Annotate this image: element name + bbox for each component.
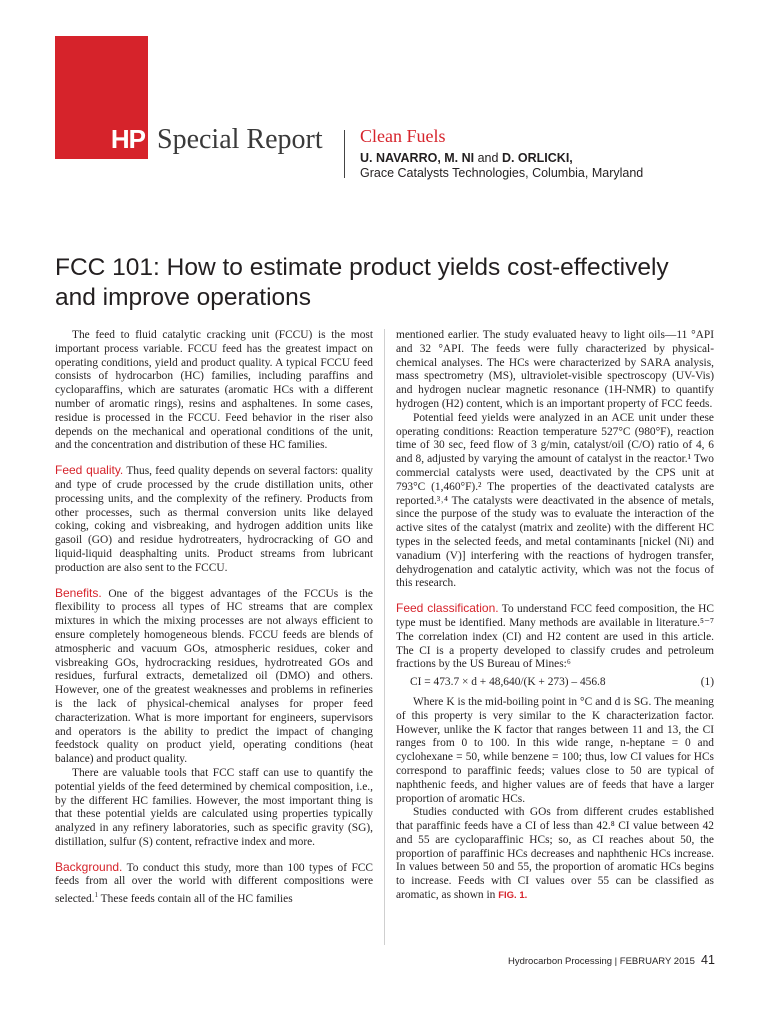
left-column <box>55 329 373 907</box>
footer-journal: Hydrocarbon Processing | FEBRUARY 2015 <box>508 956 695 967</box>
feed-quality-heading: Feed quality. <box>55 463 124 478</box>
intro-paragraph: The feed to fluid catalytic cracking unit (FCCU) is the most important process variable. FCCU feed has the greatest impact on operating conditions, yield and product quality. A typical FCCU feed consists of hydrocarbon (HC) families, including paraffins and cycloparaffins, which are saturates (aromatic HCs with a different number of aromatic rings), resins and asphaltenes. In some cases, residue is processed in the FCCU. Feed behavior in the riser also depends on the mechanical and operational conditions of the unit, and the concentration and distribution of these HC families. <box>55 329 373 452</box>
background-paragraph <box>55 861 373 907</box>
background-heading: Background. <box>55 859 123 874</box>
where-paragraph: Where K is the mid-boiling point in °C and d is SG. The meaning of this property is very similar to the K characterization factor. However, unlike the K factor that ranges between 11 and 13, the CI ranges from 0 to 100. In this wide range, n-heptane = 0 and cyclohexane = 50, while benzene = 100; thus, low CI values for HCs correspond to paraffinic feeds; values close to 50 are typical of naphthenic feeds, and higher values are of feeds that have a larger proportion of aromatic HCs. <box>396 695 714 805</box>
page-number: 41 <box>701 953 715 967</box>
tools-paragraph: There are valuable tools that FCC staff can use to quantify the potential yields of the feed determined by chemical composition, i.e., by the different HC families. However, the most important thing is that these potential yields are calculated using properties typically analyzed in any refinery laboratories, such as specific gravity (SG), distillation, sulfur (S) content, refractive index and more. <box>55 766 373 848</box>
equation-number: (1) <box>700 676 714 689</box>
benefits-paragraph <box>55 587 373 767</box>
hp-logo-text: HP <box>110 124 145 154</box>
feed-classification-paragraph <box>396 602 714 672</box>
feed-quality-paragraph <box>55 464 373 575</box>
benefits-text: One of the biggest advantages of the FCCUs is the flexibility to process all types of HC streams that are complex mixtures in which the mixing processes are not always efficient to ensure completely homogeneous blends. FCCU feeds are blends of atmospheric and vacuum GOs, atmospheric residues, coker and visbreaking GOs, hydrocracking residues, hydrotreated GOs and residues, furfural extracts, demetalized oil (DMO) and others. However, one of the greatest weaknesses and problems in refineries is the lack of physical-chemical analyses for proper feed characterization. What is more important for engineers, supervisors and operators is the ability to predict the impact of changing feedstock quality on product yield, operating conditions (heat balance) and product quality. <box>55 587 373 766</box>
equation-text: CI = 473.7 × d + 48,640/(K + 273) – 456.8 <box>410 676 606 689</box>
background-tail: These feeds contain all of the HC families <box>98 893 293 906</box>
authors-first: U. NAVARRO, M. NI <box>360 151 475 165</box>
column-divider <box>384 329 385 945</box>
affiliation: Grace Catalysts Technologies, Columbia, Maryland <box>360 166 644 180</box>
special-report-label: Special Report <box>157 124 323 155</box>
section-label: Clean Fuels <box>360 126 446 146</box>
background-footnote: 1 <box>94 891 99 900</box>
studies-text: Studies conducted with GOs from different crudes established that paraffinic feeds have a CI of less than 42.⁸ CI value between 42 and 55 are cycloparaffinic HCs; so, as CI reaches about 50, the proportion of paraffinic HCs decreases and naphthenic HCs increase. In values between 50 and 55, the proportion of aromatic HCs begins to increase. Feeds with CI values over 55 can be classified as aromatic, as shown in <box>396 806 714 902</box>
feed-quality-text: Thus, feed quality depends on several factors: quality and type of crude processed by the crude distillation units, other processing units, and the complexity of the refinery. Products from other processes, such as thermal conversion units like delayed coking, coking and visbreaking, and hydrogen addition units like gasoil (GO) and residue hydrotreaters, hydrocracking of GO and liquid-liquid deasphalting units. Product streams from lubricant production are also sent to the FCCU. <box>55 465 373 574</box>
feed-classification-heading: Feed classification. <box>396 601 499 616</box>
background-text: To conduct this study, more than 100 types of FCC feeds from all over the world with different compositions were selected. <box>55 861 373 906</box>
studies-paragraph <box>396 806 714 903</box>
authors <box>360 151 573 165</box>
article-title: FCC 101: How to estimate product yields cost-effectively and improve operations <box>55 254 669 311</box>
authors-and: and <box>474 151 502 165</box>
benefits-heading: Benefits. <box>55 585 102 600</box>
continuation-paragraph: mentioned earlier. The study evaluated heavy to light oils—11 °API and 32 °API. The feeds were fully characterized by physical-chemical analyses. The HCs were characterized by SARA analysis, mass spectrometry (MS), ultraviolet-visible spectroscopy (UV-Vis) and hydrogen nuclear magnetic resonance (1H-NMR) to quantify hydrogen (H2) content, which is an important property of FCC feeds. <box>396 329 714 410</box>
authors-second: D. ORLICKI, <box>501 151 573 165</box>
header-divider <box>344 130 345 178</box>
hp-logo <box>55 36 148 159</box>
equation-1 <box>396 676 714 690</box>
potential-yields-paragraph: Potential feed yields were analyzed in an ACE unit under these operating conditions: Reaction temperature 527°C (980°F), reaction time of 30 sec, feed flow of 3 g/min, catalyst/oil (C/O) ratio of 4, 6 and 8, adjusted by varying the amount of catalyst in the reactor.¹ Two commercial catalysts were used, deactivated by the CPS unit at 793°C (1,460°F).² The properties of the deactivated catalysts are reported.³˒⁴ The catalysts were deactivated in the absence of metals, since the purpose of the study was to evaluate the interaction of the active sites of the catalyst (matrix and zeolite) with the different HC types in the selected feeds, and metal contaminants [nickel (Ni) and vanadium (V)] interfering with the reactions of hydrogen transfer, dehydrogenation and catalytic activity, which was not the focus of this research. <box>396 411 714 590</box>
right-column <box>396 329 714 903</box>
figure-reference-link[interactable]: FIG. 1. <box>498 890 528 902</box>
feed-classification-text: To understand FCC feed composition, the HC type must be identified. Many methods are available in literature.⁵⁻⁷ The correlation index (CI) and H2 content are used in this article. The CI is a property developed to classify crudes and petroleum fractions by the US Bureau of Mines:⁶ <box>396 603 714 671</box>
